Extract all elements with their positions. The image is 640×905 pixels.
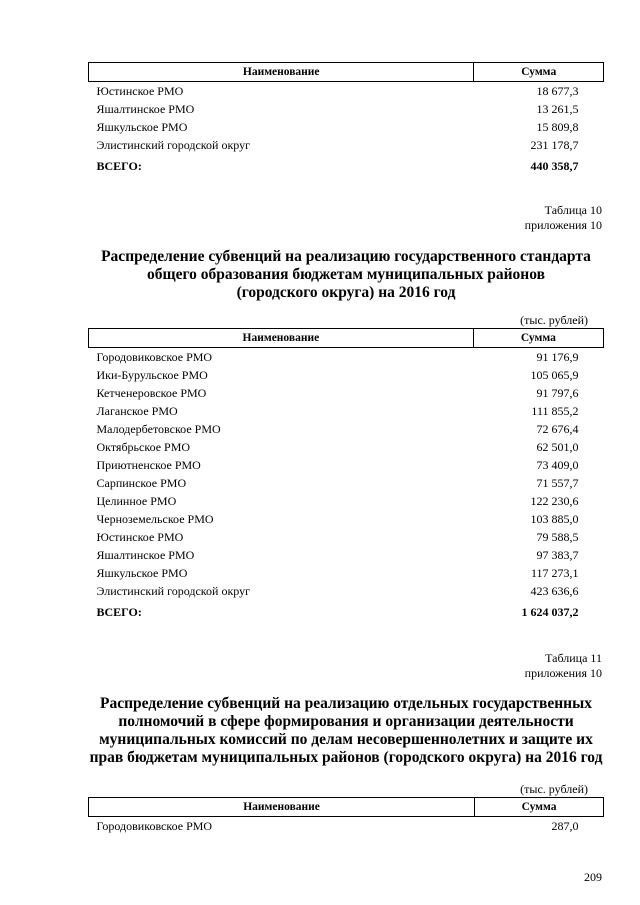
- table-row: [89, 402, 604, 420]
- row-name: Октябрьское РМО: [96, 440, 191, 454]
- column-header-sum: Сумма: [475, 798, 604, 817]
- row-name: Яшкульское РМО: [96, 120, 188, 134]
- table-top-continued: [88, 62, 604, 176]
- row-sum: 91 797,6: [536, 386, 579, 400]
- row-sum: 62 501,0: [536, 440, 579, 454]
- row-name: Яшалтинское РМО: [96, 548, 195, 562]
- row-name: Черноземельское РМО: [96, 512, 214, 526]
- row-sum: 103 885,0: [530, 512, 579, 526]
- row-name: Сарпинское РМО: [96, 476, 187, 490]
- table-row: [89, 420, 604, 438]
- row-name: Юстинское РМО: [96, 530, 184, 544]
- table-10-caption: [525, 203, 602, 233]
- table-10-title-line: (городского округа) на 2016 год: [236, 284, 456, 301]
- row-sum: 117 273,1: [530, 566, 579, 580]
- row-sum: 13 261,5: [536, 102, 579, 116]
- table-11-appendix: приложения 10: [524, 666, 602, 680]
- table-11-title-line: Распределение субвенций на реализацию отдельных государственных: [100, 695, 592, 712]
- table-row: [89, 100, 604, 118]
- row-sum: 72 676,4: [536, 422, 579, 436]
- table-row: [89, 817, 604, 836]
- table-10-title-line: Распределение субвенций на реализацию государственного стандарта: [101, 248, 591, 265]
- column-header-sum: Сумма: [473, 329, 603, 348]
- row-name: Лаганское РМО: [96, 404, 178, 418]
- table-row: [89, 136, 604, 154]
- row-name: Малодербетовское РМО: [96, 422, 221, 436]
- row-name: Ики-Бурульское РМО: [96, 368, 208, 382]
- row-sum: 18 677,3: [536, 84, 579, 98]
- row-name: Яшкульское РМО: [96, 566, 188, 580]
- page-number: 209: [584, 870, 602, 884]
- row-name: Кетченеровское РМО: [96, 386, 207, 400]
- column-header-sum: Сумма: [474, 63, 604, 82]
- row-sum: 122 230,6: [530, 494, 579, 508]
- column-header-name: Наименование: [89, 329, 474, 348]
- row-sum: 91 176,9: [536, 350, 579, 364]
- table-10-title: [80, 248, 612, 302]
- row-sum: 15 809,8: [536, 120, 579, 134]
- row-sum: 111 855,2: [531, 404, 579, 418]
- row-sum: 73 409,0: [536, 458, 579, 472]
- row-name: Элистинский городской округ: [96, 138, 251, 152]
- table-10-title-line: общего образования бюджетам муниципальных районов: [147, 266, 545, 283]
- table-10-number: Таблица 10: [544, 203, 602, 217]
- table-11-units: (тыс. рублей): [520, 782, 588, 796]
- table-row: [89, 510, 604, 528]
- total-row: [89, 154, 604, 176]
- table-row: [89, 348, 604, 367]
- table-11-title-line: муниципальных комиссий по делам несовершеннолетних и защите их: [99, 731, 593, 748]
- table-row: [89, 438, 604, 456]
- table-row: [89, 582, 604, 600]
- total-label: ВСЕГО:: [96, 159, 142, 173]
- table-10-appendix: приложения 10: [524, 218, 602, 232]
- table-11-caption: [525, 651, 602, 681]
- row-sum: 79 588,5: [536, 530, 579, 544]
- table-header-row: [89, 329, 604, 348]
- table-row: [89, 118, 604, 136]
- table-row: [89, 474, 604, 492]
- table-row: [89, 564, 604, 582]
- column-header-name: Наименование: [89, 798, 475, 817]
- row-sum: 71 557,7: [536, 476, 579, 490]
- row-sum: 105 065,9: [530, 368, 579, 382]
- total-label: ВСЕГО:: [96, 605, 142, 619]
- total-row: [89, 600, 604, 622]
- table-row: [89, 366, 604, 384]
- total-sum: 1 624 037,2: [521, 605, 579, 619]
- row-name: Яшалтинское РМО: [96, 102, 195, 116]
- row-name: Приютненское РМО: [96, 458, 201, 472]
- table-row: [89, 82, 604, 101]
- column-header-name: Наименование: [89, 63, 474, 82]
- row-name: Юстинское РМО: [96, 84, 184, 98]
- table-11-title-line: прав бюджетам муниципальных районов (городского округа) на 2016 год: [89, 749, 603, 766]
- row-sum: 231 178,7: [530, 138, 579, 152]
- table-header-row: [89, 63, 604, 82]
- table-11-title: [80, 695, 612, 767]
- table-row: [89, 546, 604, 564]
- row-name: Городовиковское РМО: [96, 350, 213, 364]
- table-10: [88, 328, 604, 622]
- table-row: [89, 456, 604, 474]
- table-row: [89, 492, 604, 510]
- row-sum: 423 636,6: [530, 584, 579, 598]
- table-11: [88, 797, 604, 835]
- table-row: [89, 384, 604, 402]
- table-header-row: [89, 798, 604, 817]
- table-11-title-line: полномочий в сфере формирования и организации деятельности: [118, 713, 574, 730]
- table-10-units: (тыс. рублей): [520, 313, 588, 327]
- total-sum: 440 358,7: [530, 159, 579, 173]
- table-row: [89, 528, 604, 546]
- table-11-number: Таблица 11: [545, 651, 602, 665]
- row-name: Элистинский городской округ: [96, 584, 251, 598]
- row-sum: 97 383,7: [536, 548, 579, 562]
- row-sum: 287,0: [551, 819, 579, 833]
- row-name: Городовиковское РМО: [96, 819, 213, 833]
- row-name: Целинное РМО: [96, 494, 177, 508]
